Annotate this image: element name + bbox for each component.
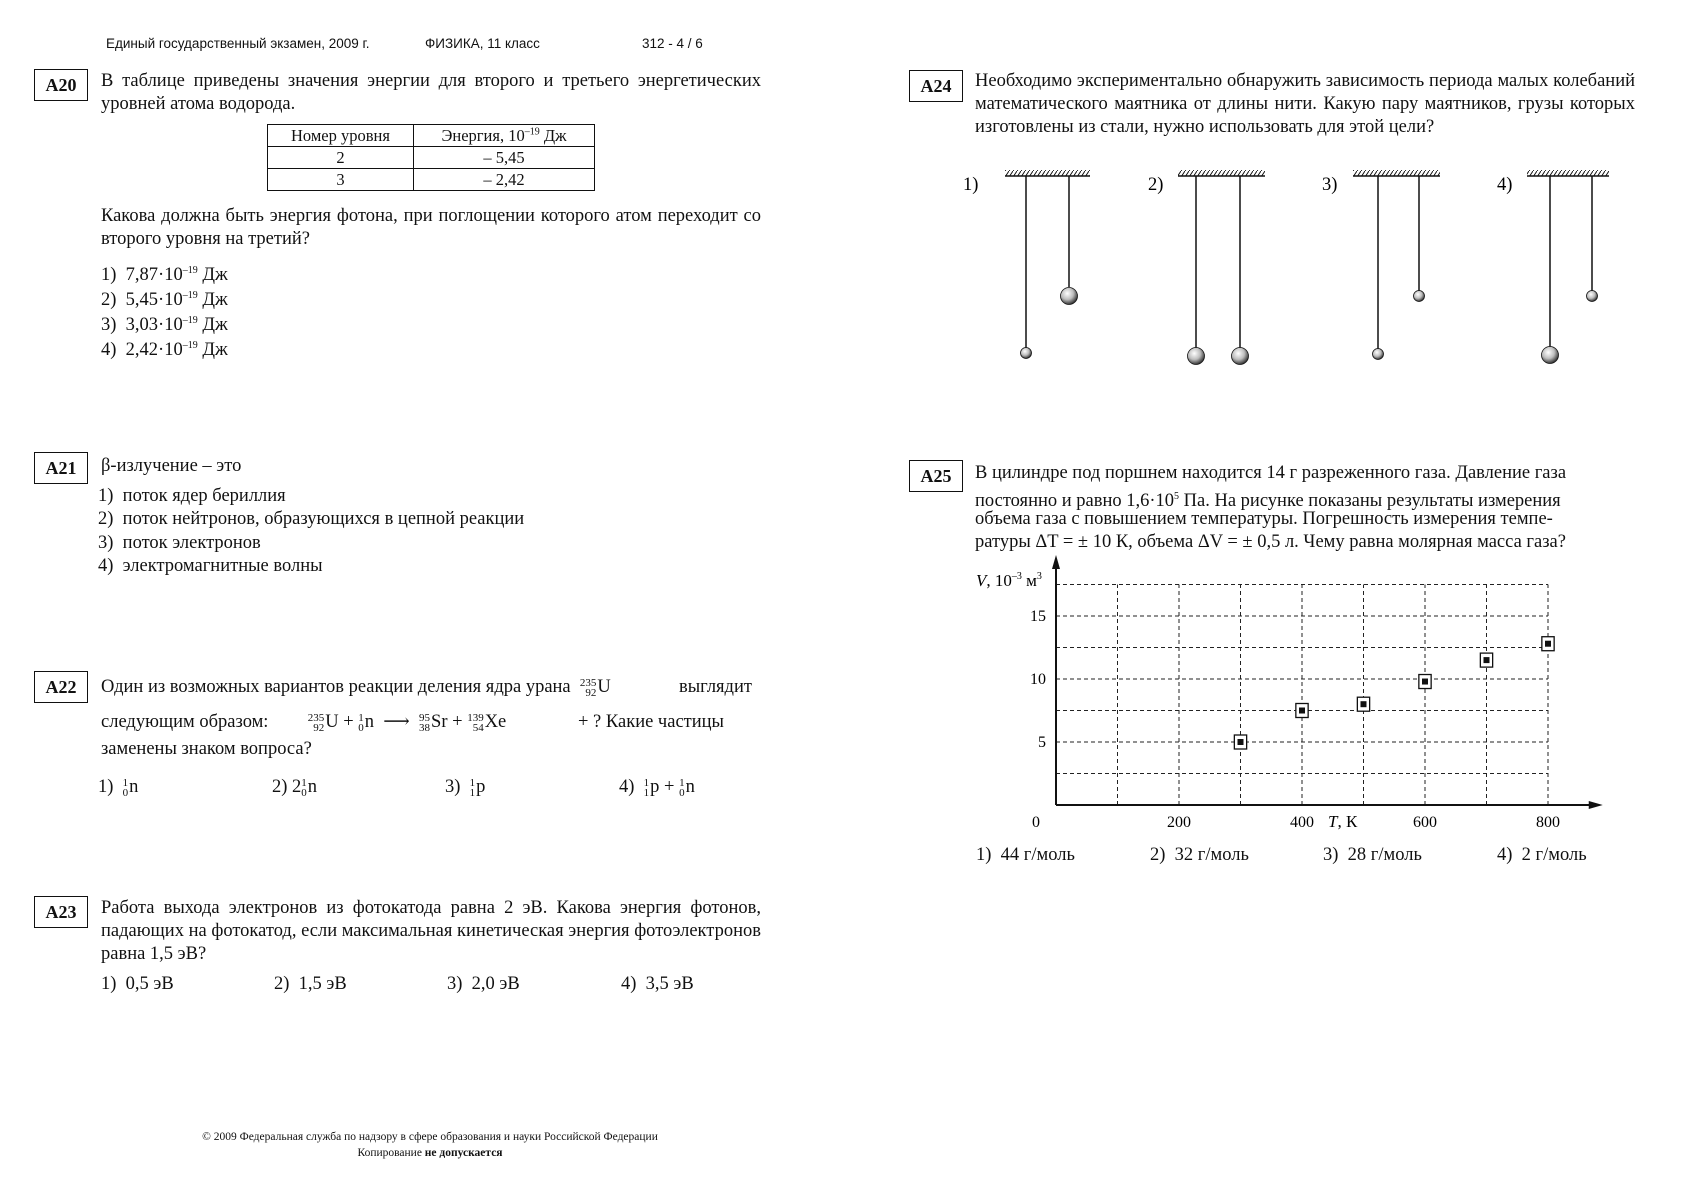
table-cell: 3: [268, 169, 414, 191]
a25-line-2: постоянно и равно $1,6\cdot 10^5$ Па. На рисунке показаны результаты измерения: [975, 491, 1561, 512]
a25-option-1[interactable]: 1) 44 г/моль: [976, 845, 1075, 865]
a25-option-2[interactable]: 2) 32 г/моль: [1150, 845, 1249, 865]
chart-origin-label: 0: [1032, 814, 1040, 831]
a22-option-1[interactable]: 1) 1 0 n: [98, 776, 139, 799]
a20-option-1[interactable]: 1) $7,87\cdot 10^{-19}$ Дж: [101, 265, 228, 286]
chart-x-label: T, К: [1328, 812, 1358, 831]
chart-ticks: [1030, 608, 1560, 831]
header-page: 312 - 4 / 6: [642, 36, 703, 51]
volume-temperature-chart: [960, 553, 1560, 838]
a23-option-4[interactable]: 4) 3,5 эВ: [621, 974, 694, 994]
a22-option-4[interactable]: 4) 1 1 p + 1 0 n: [619, 776, 695, 799]
table-row: [268, 169, 595, 191]
a22-line-2: следующим образом: 235 92 U + 1 0 n ⟶ 95 38 Sr + 139 54 Xe: [101, 711, 507, 734]
question-label-a22: А22: [34, 671, 88, 703]
x-tick-label: 600: [1413, 814, 1437, 831]
pendulum-option-4-label[interactable]: 4): [1497, 175, 1513, 195]
a22-option-2[interactable]: 2) 2 1 0 n: [272, 776, 318, 799]
a23-option-3[interactable]: 3) 2,0 эВ: [447, 974, 520, 994]
pendulum-pair-1: [1005, 170, 1090, 359]
a23-question: Работа выхода электронов из фотокатода равна 2 эВ. Какова энергия фотонов, падающих на фотокатод, если максимальная кинетическая энергия фотоэлектронов равна 1,5 эВ?: [101, 898, 761, 964]
a21-option-3[interactable]: 3) поток электронов: [98, 533, 261, 553]
chart-points: [1234, 637, 1554, 749]
a22-line-1-end: выглядит: [679, 677, 752, 697]
data-point: [1299, 708, 1305, 714]
table-row: [268, 147, 595, 169]
chart-grid: [1056, 585, 1548, 806]
a25-line-3: объема газа с повышением температуры. Погрешность измерения темпе-: [975, 509, 1553, 529]
nuclide: 139 54: [467, 711, 484, 734]
reaction-arrow: ⟶: [383, 712, 410, 732]
a21-question: β-излучение – это: [101, 456, 242, 476]
a21-option-2[interactable]: 2) поток нейтронов, образующихся в цепной реакции: [98, 509, 525, 529]
data-point: [1484, 657, 1490, 663]
table-cell: – 5,45: [414, 147, 595, 169]
pendulum-pair-3: [1353, 170, 1440, 360]
energy-table: [267, 124, 595, 191]
x-tick-label: 400: [1290, 814, 1314, 831]
a21-option-1[interactable]: 1) поток ядер бериллия: [98, 486, 286, 506]
data-point: [1238, 739, 1244, 745]
a23-option-1[interactable]: 1) 0,5 эВ: [101, 974, 174, 994]
header-exam: Единый государственный экзамен, 2009 г.: [106, 36, 370, 51]
a20-intro: В таблице приведены значения энергии для второго и третьего энергетических уровней атома водорода.: [101, 71, 761, 114]
a25-line-4: ратуры ΔT = ± 10 К, объема ΔV = ± 0,5 л. Чему равна молярная масса газа?: [975, 532, 1566, 552]
chart-axes: [1052, 555, 1603, 809]
a22-option-3[interactable]: 3) 1 1 p: [445, 776, 486, 799]
header-subject: ФИЗИКА, 11 класс: [425, 36, 540, 51]
a24-question: Необходимо экспериментально обнаружить зависимость периода малых колебаний математического маятника от длины нити. Какую пару маятников, грузы которых изготовлены из стали, нужно использовать для этой цели?: [975, 71, 1635, 137]
question-label-a23: А23: [34, 896, 88, 928]
a20-option-3[interactable]: 3) $3,03\cdot 10^{-19}$ Дж: [101, 315, 228, 336]
data-point: [1545, 641, 1551, 647]
a25-option-3[interactable]: 3) 28 г/моль: [1323, 845, 1422, 865]
a22-line-3: заменены знаком вопроса?: [101, 739, 312, 759]
a22-line-2-end: + ? Какие частицы: [578, 712, 724, 732]
nuclide: 235 92: [307, 711, 325, 734]
pendulum-option-3-label[interactable]: 3): [1322, 175, 1338, 195]
footer-copyright: © 2009 Федеральная служба по надзору в сфере образования и науки Российской Федерации: [202, 1131, 658, 1143]
y-tick-label: 5: [1038, 734, 1046, 751]
y-tick-label: 10: [1030, 671, 1046, 688]
data-point: [1361, 701, 1367, 707]
energy-table-header-level: Номер уровня: [268, 125, 414, 147]
x-tick-label: 200: [1167, 814, 1191, 831]
nuclide-u: 235 92: [579, 676, 597, 699]
a22-line-1: Один из возможных вариантов реакции деления ядра урана 235 92 U: [101, 676, 611, 699]
a21-option-4[interactable]: 4) электромагнитные волны: [98, 556, 323, 576]
a20-question: Какова должна быть энергия фотона, при поглощении которого атом переходит со второго уровня на третий?: [101, 206, 761, 249]
x-tick-label: 800: [1536, 814, 1560, 831]
pendulum-option-1-label[interactable]: 1): [963, 175, 979, 195]
pendulums-figure: [965, 165, 1615, 370]
question-label-a21: А21: [34, 452, 88, 484]
nuclide: 1 0: [358, 711, 364, 734]
question-label-a20: А20: [34, 69, 88, 101]
question-label-a24: А24: [909, 70, 963, 102]
table-cell: 2: [268, 147, 414, 169]
a23-option-2[interactable]: 2) 1,5 эВ: [274, 974, 347, 994]
pendulum-option-2-label[interactable]: 2): [1148, 175, 1164, 195]
question-label-a25: А25: [909, 460, 963, 492]
y-axis-arrow: [1052, 555, 1060, 569]
chart-y-label: V, $10^{-3}$ $м^3$: [976, 571, 1042, 590]
x-axis-arrow: [1589, 801, 1603, 809]
pendulum-pair-2: [1178, 170, 1265, 365]
a20-option-2[interactable]: 2) $5,45\cdot 10^{-19}$ Дж: [101, 290, 228, 311]
a25-line-1: В цилиндре под поршнем находится 14 г разреженного газа. Давление газа: [975, 463, 1567, 483]
data-point: [1422, 679, 1428, 685]
a25-option-4[interactable]: 4) 2 г/моль: [1497, 845, 1587, 865]
footer-copy-note: Копирование не допускается: [357, 1147, 503, 1159]
energy-table-header-energy: Энергия, $10^{-19}$ Дж: [414, 125, 595, 147]
table-cell: – 2,42: [414, 169, 595, 191]
a20-option-4[interactable]: 4) $2,42\cdot 10^{-19}$ Дж: [101, 340, 228, 361]
nuclide: 95 38: [419, 711, 431, 734]
pendulum-pair-4: [1527, 170, 1609, 364]
y-tick-label: 15: [1030, 608, 1046, 625]
